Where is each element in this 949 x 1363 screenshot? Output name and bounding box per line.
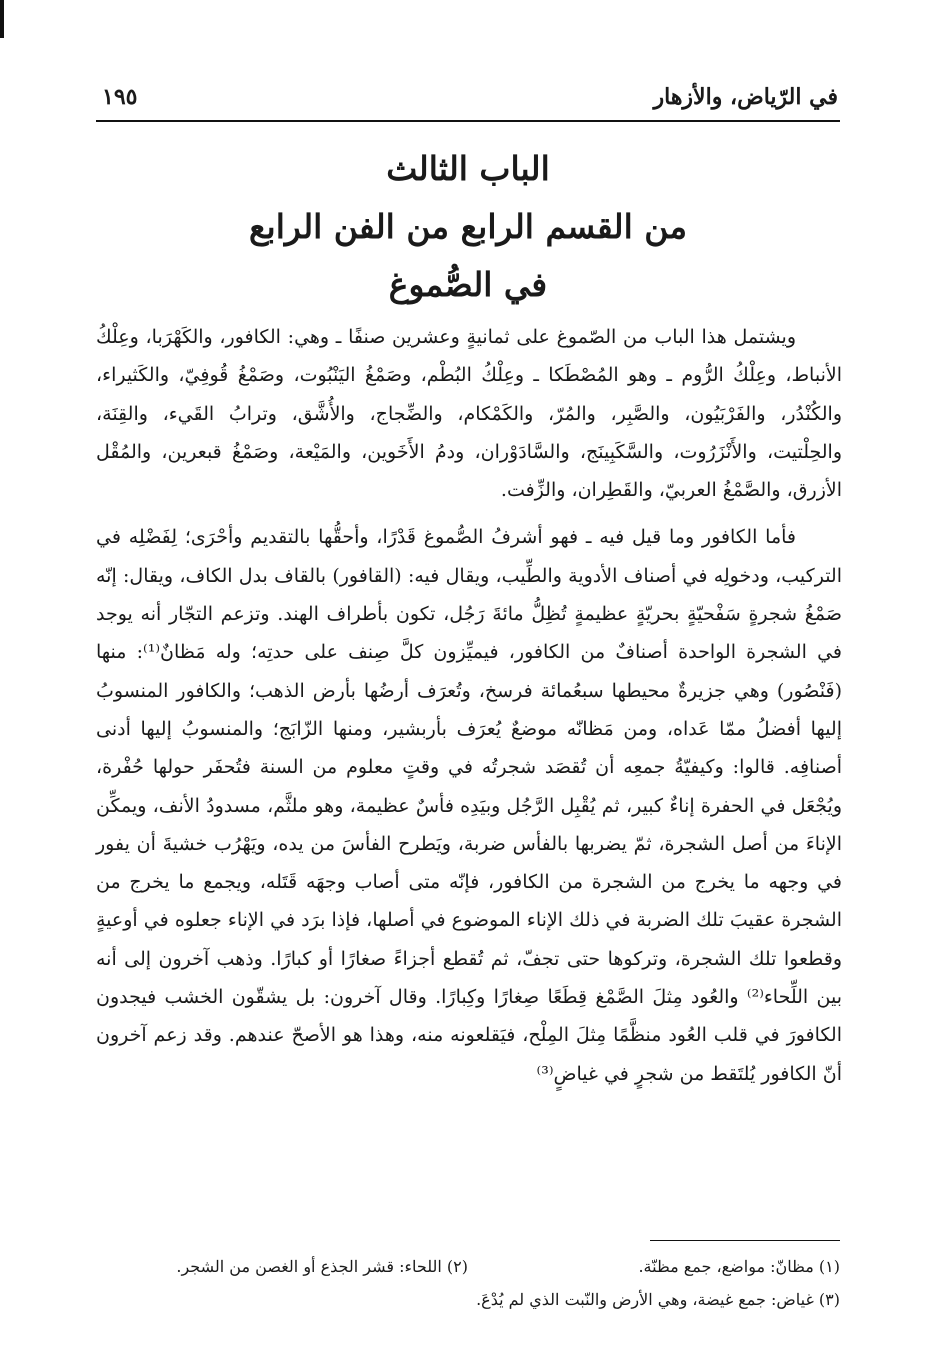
scan-edge-mark — [0, 0, 4, 38]
paragraph-camphor-text: فأما الكافور وما قيل فيه ـ فهو أشرفُ الصُّموغ قَدْرًا، وأحقُّها بالتقديم وأحْرَى؛ لِفَضْلِه في التركيب، ودخولِه في أصناف الأدوية والطِّيب، ويقال فيه: (القافور) بالقاف بدل الكاف، ويقال: إنّه صَمْغُ شجرةٍ سَفْحيّةٍ بحريّةٍ عظيمةٍ تُظِلُّ مائةَ رَجُل، تكون بأطراف الهند. وتزعم التجّار أنه يوجد في الشجرة الواحدة أصنافٌ من الكافور، فيميِّزون كلَّ صِنف على حدتِه؛ وله مَظانٌ⁽¹⁾: منها (فَنْصُور) وهي جزيرةٌ محيطها سبعُمائة فرسخ، وتُعرَف أرضُها بأرض الذهب؛ والكافور المنسوبُ إليها أفضلُ ممّا عَداه، ومن مَظانّه موضعٌ يُعرَف بأربشير، ومنها الزّابَج؛ والمنسوبُ إليها أدنى أصنافِه. قالوا: وكيفيّةُ جمعِه أن تُقصَد شجرتُه في وقتٍ معلوم من السنة فتُحفَر حولها حُفْرة، ويُجْعَل في الحفرة إناءٌ كبير، ثم يُقْبِل الرَّجُل وبيَدِه فأسٌ عظيمة، وهو ملثَّم، مسدودُ الأنف، ويمكِّن الإناءَ من أصل الشجرة، ثمّ يضربها بالفأس ضربة، ويَطرح الفأسَ من يده، ويَهْرُب خشيةَ أن يفور في وجهه ما يخرج من الشجرة من الكافور، فإنّه متى أصاب وجهَه قَتَله، ويجمع ما يخرج من الشجرة عقيبَ تلك الضربة في ذلك الإناء الموضوع في أصلها، فإذا برَد في الإناء جعلوه في أوعيةٍ وقطعوا تلك الشجرة، وتركوها حتى تجفّ، ثم تُقطع أجزاءً صغارًا أو كبارًا. وذهب آخرون إلى أنه بين اللِّحاء⁽²⁾ والعُود مِثلَ الصَّمْغ قِطَعًا صِغارًا وكِبارًا. وقال آخرون: بل يشقّون الخشب فيجدون الكافورَ في قلب العُود منظَّمًا مِثلَ المِلْح، فيَقلعونه منه، وهذا هو الأصحّ عندهم. وقد زعم آخرون أنّ الكافور يُلتَقط من شجرٍ في غياضٍ⁽³⁾ — [96, 526, 842, 1085]
footnote-row — [96, 1283, 840, 1316]
topic-subtitle: في الصُّموغ — [388, 265, 548, 304]
page-header — [96, 80, 838, 118]
paragraph-intro-text: ويشتمل هذا الباب من الصّموغ على ثمانيةٍ وعشرين صنفًا ـ وهي: الكافور، والكَهْرَبا، وعِلْكُ الأنباط، وعِلْكُ الرُّوم ـ وهو المُصْطَكا ـ وعِلْكُ البُطْم، وصَمْغُ اليَنْبُوت، وصَمْغُ قُوفِيّ، والكَثيراء، والكُنْدُر، والفَرْبَيُون، والصَّبِر، والمُرّ، والكَمْكام، والضِّجاج، والأُشَّق، وترابُ القَيء، والقِنَة، والحِلْتيت، والأَنْزَرُوت، والسَّكَبِينَج، والسَّادَوْران، ودمُ الأَخَوين، والمَيْعة، وصَمْغُ قبعرين، والمُقْل الأزرق، والصَّمْغُ العربيّ، والقَطِران، والزِّفت. — [96, 326, 842, 502]
header-rule — [96, 120, 840, 122]
chapter-title: الباب الثالث — [386, 149, 550, 188]
footnotes — [96, 1250, 840, 1316]
running-title: في الرّياض، والأزهار — [653, 84, 838, 110]
footnote-1: (١) مظانّ: مواضع، جمع مظنّة. — [638, 1257, 840, 1276]
paragraph-camphor — [96, 518, 842, 1092]
section-subtitle: من القسم الرابع من الفن الرابع — [248, 207, 688, 246]
footnote-rule — [650, 1240, 840, 1241]
footnote-row — [96, 1250, 840, 1283]
footnote-2: (٢) اللحاء: قشر الجذع أو الغصن من الشجر. — [176, 1257, 468, 1276]
chapter-title-block — [96, 140, 840, 314]
page-number: ١٩٥ — [102, 84, 138, 110]
paragraph-intro — [96, 318, 842, 509]
body-text — [96, 318, 842, 1093]
footnote-3: (٣) غياض: جمع غيضة، وهي الأرض والنّبت الذي لم يُدْعَ. — [476, 1290, 840, 1309]
